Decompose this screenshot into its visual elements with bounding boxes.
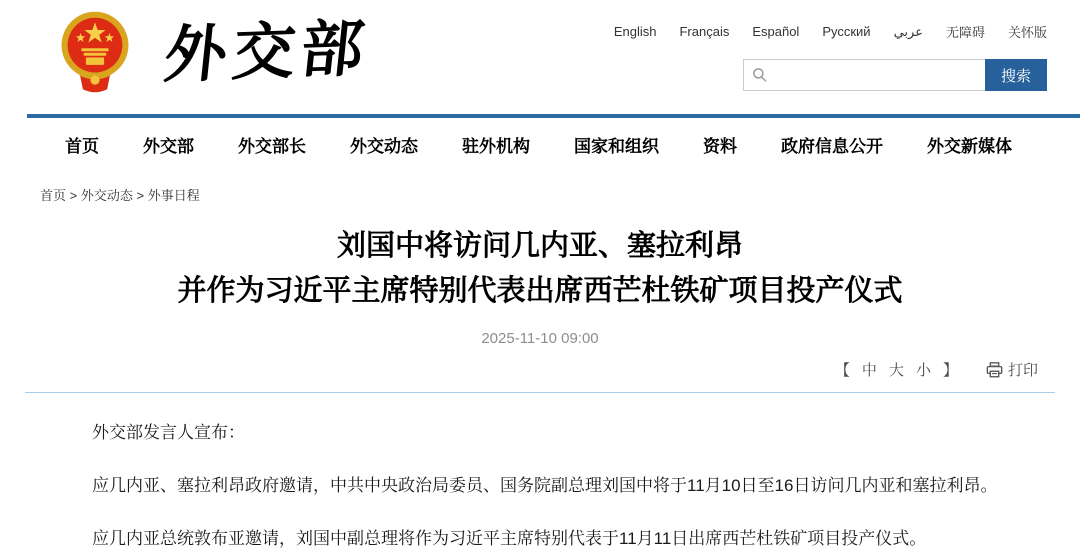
calligraphy-logo-text: 外交部 [160,15,374,91]
lang-link-arabic[interactable]: عربي [893,23,923,39]
lang-link-francais[interactable]: Français [679,24,730,39]
nav-item-countries[interactable]: 国家和组织 [574,137,659,156]
nav-item-missions[interactable]: 驻外机构 [462,137,530,156]
breadcrumb-activities[interactable]: 外交动态 [80,188,133,203]
lang-link-espanol[interactable]: Español [752,24,800,39]
bracket-open: 【 [834,362,850,379]
site-logo[interactable] [57,10,374,98]
article-paragraph: 应几内亚总统敦布亚邀请，刘国中副总理将作为习近平主席特别代表于11月11日出席西芒杜铁矿项目投产仪式。 [92,529,927,548]
breadcrumb-home[interactable]: 首页 [40,188,67,203]
lang-link-care-version[interactable]: 关怀版 [1007,25,1047,40]
breadcrumb-separator: > [66,188,81,203]
lang-link-russian[interactable]: Русский [822,24,871,39]
printer-icon [986,362,1003,378]
print-label: 打印 [1007,362,1038,379]
article-title-line2: 并作为习近平主席特别代表出席西芒杜铁矿项目投产仪式 [177,275,903,307]
lang-link-accessibility[interactable]: 无障碍 [945,25,985,40]
nav-item-gov-info[interactable]: 政府信息公开 [781,137,883,156]
article-paragraph: 应几内亚、塞拉利昂政府邀请，中共中央政治局委员、国务院副总理刘国中将于11月10日至16日访问几内亚和塞拉利昂。 [92,476,998,495]
font-size-small-button[interactable]: 小 [915,362,931,379]
national-emblem-icon [57,10,133,94]
language-switcher [614,22,1047,41]
lang-link-english[interactable]: English [613,24,657,39]
search-bar [743,59,1047,91]
search-button[interactable]: 搜索 [985,59,1047,91]
bracket-close: 】 [942,362,958,379]
nav-item-ministry[interactable]: 外交部 [143,137,194,156]
article-title-line1: 刘国中将访问几内亚、塞拉利昂 [336,230,743,262]
nav-item-minister[interactable]: 外交部长 [238,137,306,156]
font-size-controls [835,359,958,380]
nav-item-home[interactable]: 首页 [65,137,99,156]
nav-item-activities[interactable]: 外交动态 [350,137,418,156]
font-size-large-button[interactable]: 大 [888,362,904,379]
nav-item-new-media[interactable]: 外交新媒体 [927,137,1012,156]
breadcrumb [40,185,1080,204]
site-header [0,0,1080,114]
nav-item-resources[interactable]: 资料 [703,137,737,156]
search-input[interactable] [743,59,985,91]
breadcrumb-schedule[interactable]: 外事日程 [147,188,200,203]
article-body [58,420,1020,552]
article-date: 2025-11-10 09:00 [481,330,599,347]
print-button[interactable] [986,359,1038,380]
main-nav [27,114,1080,169]
article-title [0,224,1080,314]
section-divider [25,392,1055,393]
article-paragraph: 外交部发言人宣布： [92,423,245,442]
article-tools [0,359,1038,380]
font-size-medium-button[interactable]: 中 [861,362,877,379]
breadcrumb-separator: > [132,188,148,203]
